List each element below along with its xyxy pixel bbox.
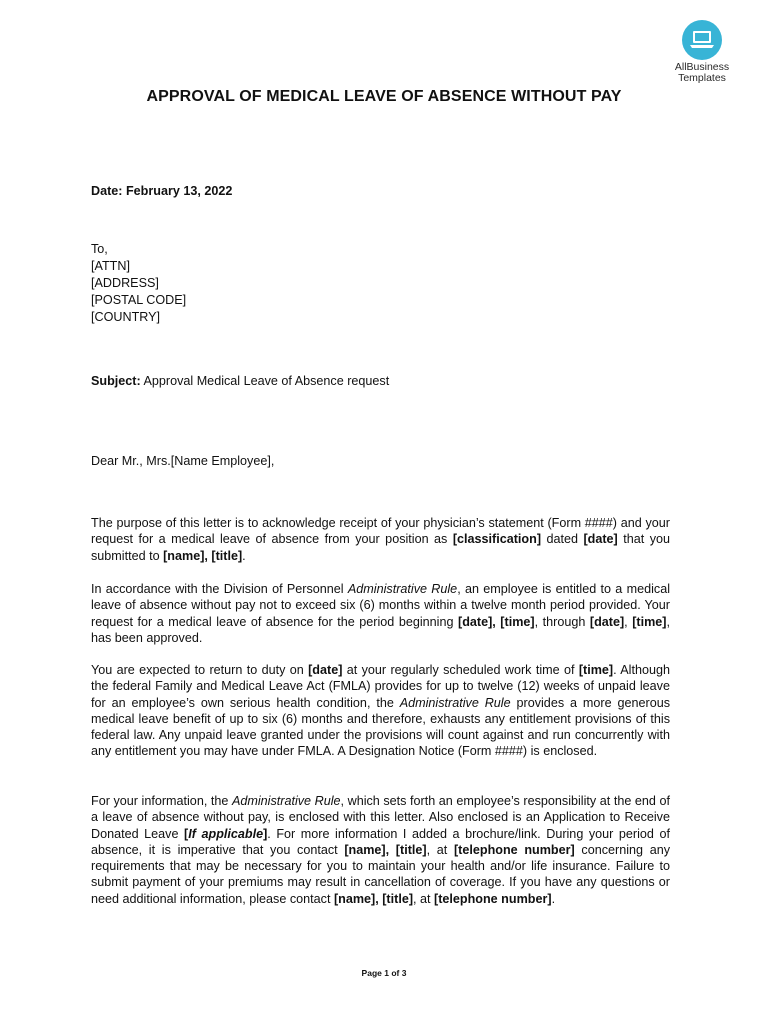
recipient-address: [91, 241, 671, 326]
subject-line: [91, 373, 671, 390]
paragraph-3: You are expected to return to duty on [date] at your regularly scheduled work time of [time]. Although the federal Family and Medical Leave Act (FMLA) provides for up to twelve (12) weeks of unpaid leave for an employee’s own serious health condition, the Administrative Rule provides a more generous medical leave benefit of up to six (6) months and therefore, exhausts any entitlement provisions of this federal law. Any unpaid leave granted under the provisions will count against and run concurrently with any entitlement you may have under FMLA. A Designation Notice (Form ####) is enclosed.: [91, 663, 670, 759]
address-to: To,: [91, 242, 108, 256]
subject-label: Subject:: [91, 374, 141, 388]
logo-line-1: AllBusiness: [674, 61, 730, 73]
address-country: [COUNTRY]: [91, 310, 161, 324]
letter-date: Date: February 13, 2022: [91, 184, 233, 198]
address-street: [ADDRESS]: [91, 276, 159, 290]
greeting: Dear Mr., Mrs.[Name Employee],: [91, 454, 275, 468]
brand-logo: [666, 20, 738, 84]
document-title: APPROVAL OF MEDICAL LEAVE OF ABSENCE WITHOUT PAY: [146, 88, 622, 105]
address-postal: [POSTAL CODE]: [91, 293, 187, 307]
paragraph-1: The purpose of this letter is to acknowledge receipt of your physician’s statement (Form ####) and your request for a medical leave of absence from your position as [classification] dated [date] that you submitted to [name], [title].: [91, 516, 671, 563]
laptop-icon: [682, 20, 722, 60]
address-attn: [ATTN]: [91, 259, 130, 273]
page-number: Page 1 of 3: [361, 968, 407, 978]
paragraph-2: In accordance with the Division of Personnel Administrative Rule, an employee is entitled to a medical leave of absence without pay not to exceed six (6) months within a twelve month period provided. Your request for a medical leave of absence for the period beginning [date], [time], through [date], [time], has been approved.: [91, 582, 671, 645]
logo-line-2: Templates: [678, 72, 726, 84]
subject-text: Approval Medical Leave of Absence request: [140, 374, 390, 388]
paragraph-4: For your information, the Administrative Rule, which sets forth an employee’s responsibility at the end of a leave of absence without pay, is enclosed with this letter. Also enclosed is an Application to Receive Donated Leave [If applicable]. For more information I added a brochure/link. During your period of absence, it is imperative that you contact [name], [title], at [telephone number] concerning any requirements that may be necessary for you to maintain your health and/or life insurance. Failure to submit payment of your premiums may result in cancellation of coverage. If you have any questions or need additional information, please contact [name], [title], at [telephone number].: [91, 794, 671, 906]
